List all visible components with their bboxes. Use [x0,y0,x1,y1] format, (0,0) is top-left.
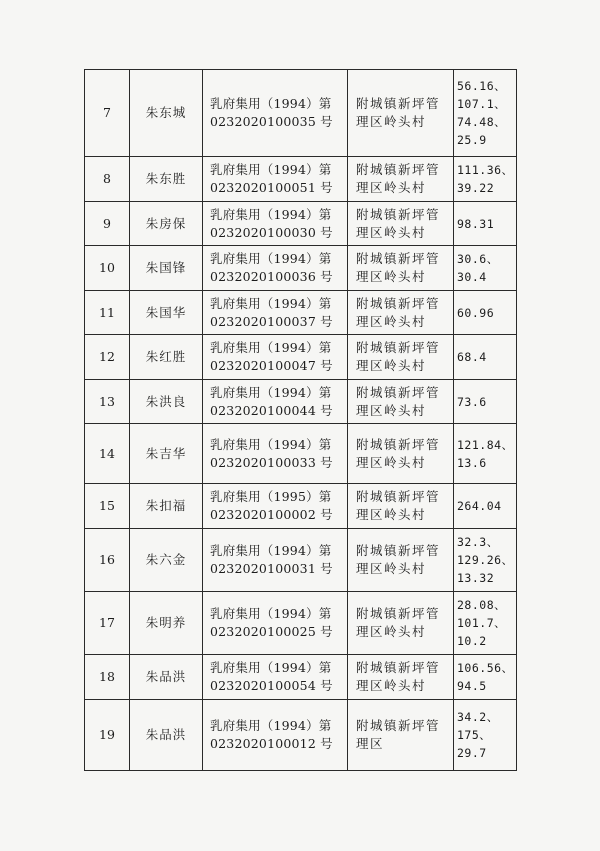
certificate-number-cell [203,202,348,246]
area-cell [454,655,517,700]
certificate-number-line: 0232020100054 号 [210,678,333,693]
certificate-number-line: 乳府集用（1994）第 [210,660,332,675]
row-number: 13 [99,393,115,409]
row-number: 19 [99,727,115,742]
certificate-number-line: 0232020100031 号 [210,561,333,576]
certificate-number-cell [203,246,348,291]
owner-name-cell [130,291,203,335]
area-value: 32.3、 [457,535,499,549]
owner-name: 朱吉华 [145,445,187,461]
area-cell [454,484,517,529]
certificate-number-line: 乳府集用（1994）第 [210,162,332,177]
row-number: 14 [99,445,115,461]
certificate-number-cell [203,157,348,202]
location-line: 附城镇新坪管 [356,384,441,400]
area-cell [454,202,517,246]
certificate-number-line: 0232020100002 号 [210,507,333,522]
location-line: 附城镇新坪管 [356,295,441,311]
location-line: 理区岭头村 [356,114,427,129]
table-row [85,70,517,157]
area-cell [454,246,517,291]
location-cell [348,70,454,157]
area-cell [454,529,517,592]
area-value: 30.6、 [457,252,499,266]
location-line: 附城镇新坪管 [356,606,441,621]
area-value: 111.36、 [457,163,514,177]
certificate-number-line: 0232020100035 号 [210,114,333,129]
table-body [85,70,517,771]
location-line: 附城镇新坪管 [356,543,441,558]
table-row [85,700,517,771]
area-value: 74.48、 [457,115,507,129]
row-number: 18 [99,669,115,684]
table-row [85,380,517,424]
area-cell [454,380,517,424]
area-value: 56.16、 [457,79,507,93]
location-line: 理区 [356,736,385,751]
certificate-number-line: 乳府集用（1995）第 [210,489,332,504]
location-line: 理区岭头村 [356,358,427,373]
area-value: 94.5 [457,679,487,693]
row-number-cell [85,291,130,335]
certificate-number-line: 乳府集用（1994）第 [210,96,332,111]
area-value: 10.2 [457,634,487,648]
owner-name-cell [130,202,203,246]
area-value: 25.9 [457,133,487,147]
row-number: 7 [103,105,111,120]
certificate-number-line: 乳府集用（1994）第 [210,606,332,621]
row-number: 16 [99,552,115,567]
location-cell [348,529,454,592]
location-cell [348,291,454,335]
owner-name: 朱东胜 [145,171,187,186]
location-line: 附城镇新坪管 [356,96,441,111]
location-cell [348,484,454,529]
row-number: 11 [99,304,115,320]
owner-name: 朱洪良 [145,393,187,409]
row-number-cell [85,424,130,484]
location-line: 理区岭头村 [356,269,427,284]
location-line: 理区岭头村 [356,180,427,195]
certificate-number-cell [203,700,348,771]
owner-name-cell [130,380,203,424]
location-line: 理区岭头村 [356,454,427,470]
location-cell [348,655,454,700]
owner-name-cell [130,157,203,202]
location-line: 理区岭头村 [356,313,427,329]
certificate-number-cell [203,291,348,335]
owner-name-cell [130,700,203,771]
area-value: 39.22 [457,181,495,195]
certificate-number-line: 乳府集用（1994）第 [210,718,332,733]
area-value: 121.84、 [457,437,514,452]
area-value: 13.6 [457,455,487,470]
location-line: 附城镇新坪管 [356,489,441,504]
location-cell [348,380,454,424]
owner-name: 朱红胜 [145,349,187,364]
area-value: 98.31 [457,216,495,231]
certificate-number-cell [203,70,348,157]
certificate-number-cell [203,592,348,655]
area-cell [454,70,517,157]
owner-name: 朱六金 [145,552,187,567]
land-certificate-table [84,69,517,771]
owner-name: 朱品洪 [145,727,187,742]
owner-name: 朱东城 [145,105,187,120]
certificate-number-line: 0232020100037 号 [210,313,333,329]
certificate-number-line: 0232020100012 号 [210,736,333,751]
owner-name: 朱国锋 [145,260,187,275]
certificate-number-line: 乳府集用（1994）第 [210,543,332,558]
location-line: 附城镇新坪管 [356,251,441,266]
table-row [85,246,517,291]
area-value: 68.4 [457,350,487,364]
certificate-number-line: 0232020100051 号 [210,180,333,195]
location-cell [348,157,454,202]
location-line: 理区岭头村 [356,678,427,693]
certificate-number-line: 0232020100025 号 [210,624,333,639]
area-value: 264.04 [457,499,502,513]
certificate-number-cell [203,655,348,700]
table-row [85,592,517,655]
row-number-cell [85,655,130,700]
row-number-cell [85,380,130,424]
owner-name-cell [130,592,203,655]
area-value: 107.1、 [457,97,507,111]
location-line: 附城镇新坪管 [356,340,441,355]
area-value: 30.4 [457,270,487,284]
location-cell [348,335,454,380]
owner-name-cell [130,70,203,157]
owner-name-cell [130,424,203,484]
area-cell [454,157,517,202]
owner-name: 朱房保 [145,215,187,231]
row-number-cell [85,246,130,291]
area-value: 34.2、 [457,710,499,724]
location-line: 附城镇新坪管 [356,660,441,675]
owner-name-cell [130,246,203,291]
certificate-number-line: 乳府集用（1994）第 [210,384,332,400]
area-value: 73.6 [457,394,487,409]
area-value: 29.7 [457,746,487,760]
area-value: 101.7、 [457,616,507,630]
table-row [85,484,517,529]
location-cell [348,202,454,246]
row-number: 10 [99,260,115,275]
location-line: 附城镇新坪管 [356,162,441,177]
owner-name: 朱国华 [145,304,187,320]
table-row [85,335,517,380]
certificate-number-cell [203,529,348,592]
area-cell [454,335,517,380]
certificate-number-line: 0232020100033 号 [210,454,333,470]
table-row [85,424,517,484]
table-row [85,202,517,246]
area-cell [454,291,517,335]
area-cell [454,700,517,771]
row-number-cell [85,157,130,202]
owner-name-cell [130,484,203,529]
area-value: 175、 [457,728,492,742]
certificate-number-line: 乳府集用（1994）第 [210,340,332,355]
certificate-number-cell [203,380,348,424]
area-value: 129.26、 [457,553,514,567]
area-cell [454,424,517,484]
area-value: 60.96 [457,305,495,320]
location-cell [348,700,454,771]
row-number-cell [85,484,130,529]
table-row [85,655,517,700]
certificate-number-line: 0232020100036 号 [210,269,333,284]
owner-name-cell [130,335,203,380]
row-number: 12 [99,349,115,364]
certificate-number-line: 乳府集用（1994）第 [210,436,332,452]
area-value: 13.32 [457,571,495,585]
owner-name: 朱扣福 [145,498,187,513]
table-row [85,291,517,335]
location-line: 附城镇新坪管 [356,436,441,452]
certificate-number-line: 0232020100047 号 [210,358,333,373]
location-cell [348,424,454,484]
row-number-cell [85,202,130,246]
certificate-number-line: 乳府集用（1994）第 [210,251,332,266]
owner-name-cell [130,655,203,700]
location-line: 理区岭头村 [356,624,427,639]
table-row [85,157,517,202]
location-cell [348,592,454,655]
certificate-number-line: 0232020100044 号 [210,402,333,418]
location-line: 理区岭头村 [356,561,427,576]
location-line: 理区岭头村 [356,507,427,522]
area-value: 28.08、 [457,598,507,612]
location-line: 附城镇新坪管 [356,718,441,733]
certificate-number-cell [203,424,348,484]
location-line: 理区岭头村 [356,224,427,240]
row-number: 15 [99,498,115,513]
certificate-number-cell [203,484,348,529]
row-number-cell [85,70,130,157]
row-number: 8 [103,171,111,186]
certificate-number-line: 0232020100030 号 [210,224,333,240]
area-value: 106.56、 [457,661,514,675]
owner-name: 朱明养 [145,615,187,630]
owner-name: 朱品洪 [145,669,187,684]
area-cell [454,592,517,655]
row-number: 17 [99,615,115,630]
location-cell [348,246,454,291]
certificate-number-line: 乳府集用（1994）第 [210,206,332,222]
certificate-number-cell [203,335,348,380]
location-line: 理区岭头村 [356,402,427,418]
certificate-number-line: 乳府集用（1994）第 [210,295,332,311]
location-line: 附城镇新坪管 [356,206,441,222]
table-row [85,529,517,592]
owner-name-cell [130,529,203,592]
row-number-cell [85,700,130,771]
row-number-cell [85,529,130,592]
row-number-cell [85,335,130,380]
row-number: 9 [103,215,111,231]
row-number-cell [85,592,130,655]
